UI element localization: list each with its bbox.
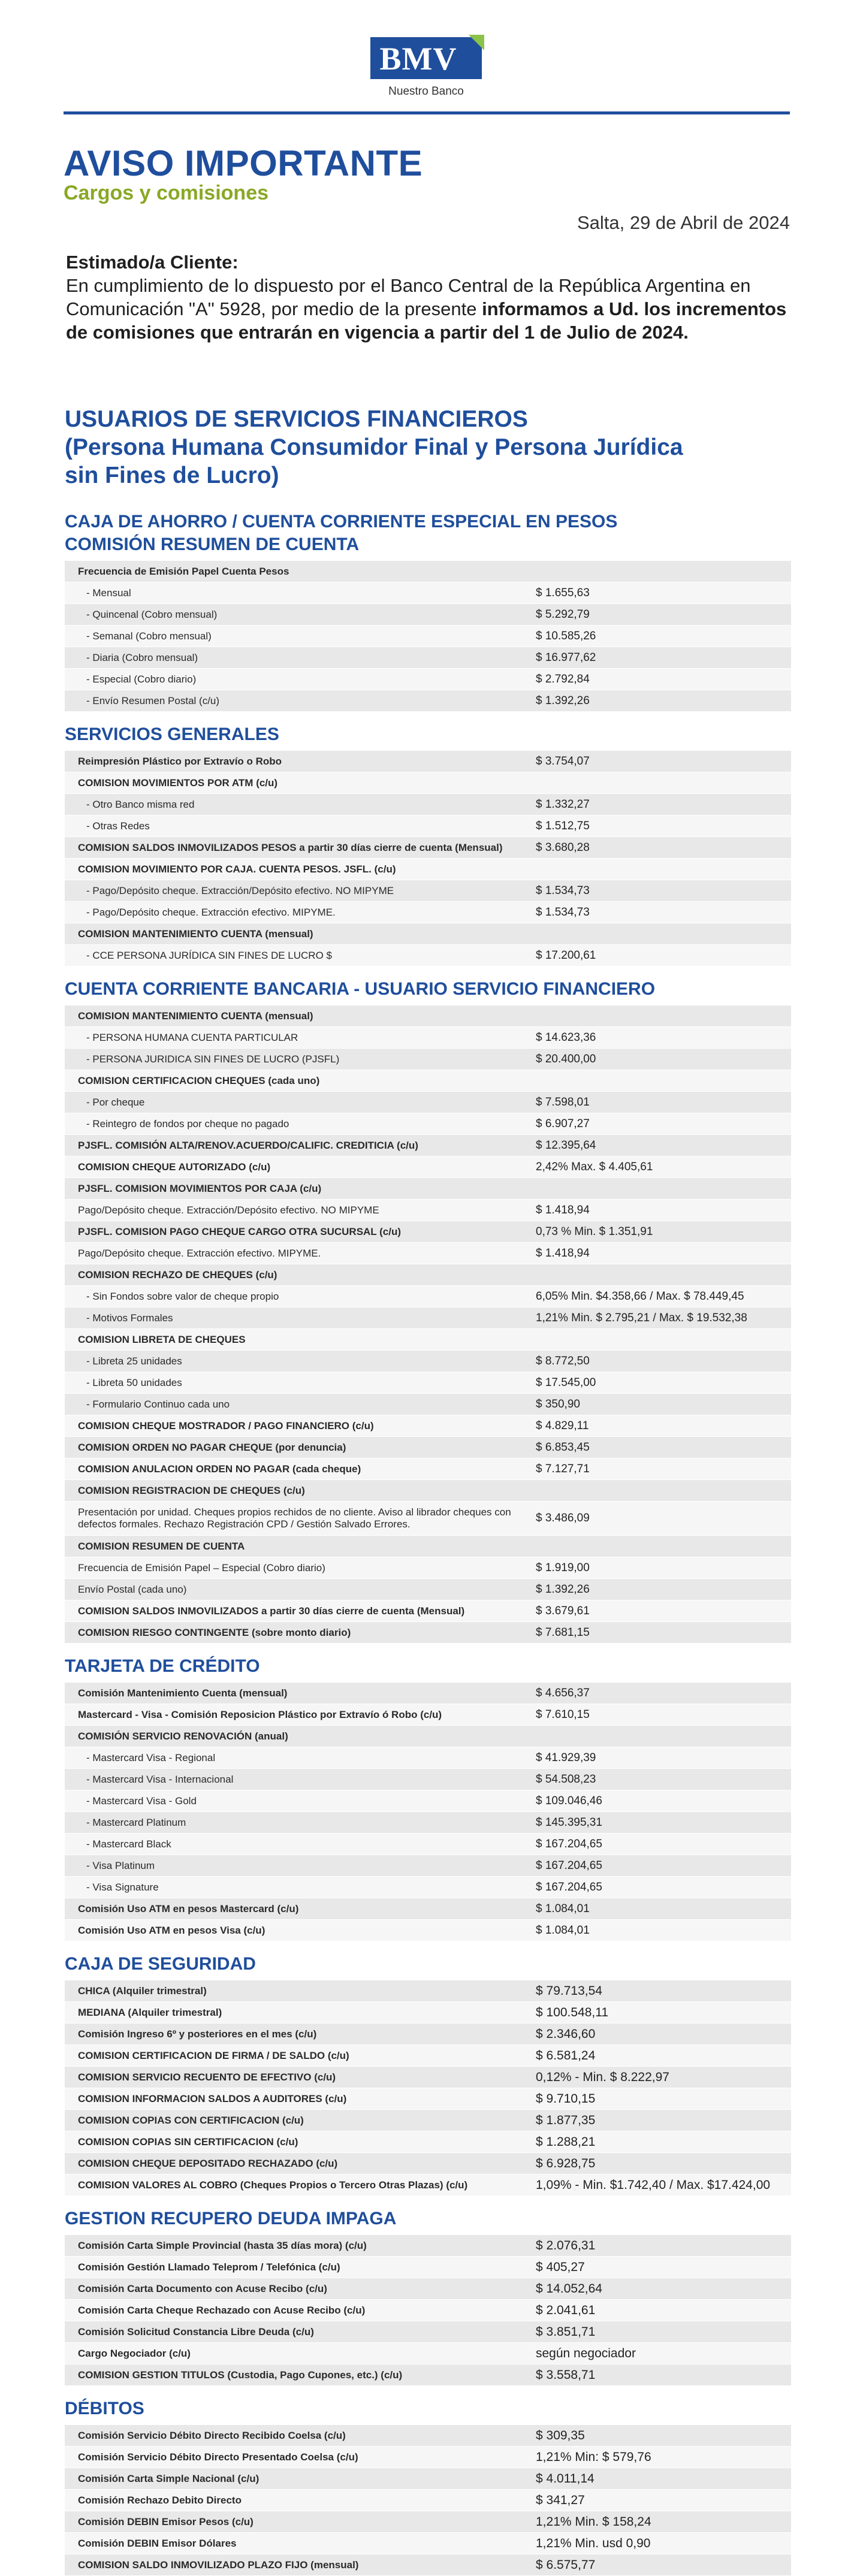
fee-value: $ 17.545,00: [536, 1376, 596, 1389]
fee-label: Comisión Uso ATM en pesos Mastercard (c/u): [78, 1902, 299, 1914]
fee-label: COMISION MANTENIMIENTO CUENTA (mensual): [78, 928, 313, 940]
fee-label: Presentación por unidad. Cheques propios rechidos de no cliente. Aviso al librador cheques con defectos formales. Rechazo Registración CPD / Gestión Salvado Errores.: [78, 1506, 511, 1530]
fee-row: [65, 669, 791, 690]
fee-row: [65, 880, 791, 901]
fee-value: $ 2.041,61: [536, 2303, 596, 2317]
fee-value: $ 4.011,14: [536, 2471, 595, 2486]
fee-value: $ 1.288,21: [536, 2134, 596, 2149]
fee-value: $ 1.332,27: [536, 798, 590, 811]
fee-row: [65, 2024, 791, 2045]
fee-value: $ 1.919,00: [536, 1561, 590, 1574]
fee-row: [65, 751, 791, 772]
fee-row: [65, 2533, 791, 2554]
fee-row: [65, 1726, 791, 1747]
fee-value: $ 405,27: [536, 2260, 585, 2274]
page-subtitle: Cargos y comisiones: [64, 182, 269, 204]
fee-label: Comisión DEBIN Emisor Dólares: [78, 2537, 237, 2549]
section-title: [65, 723, 791, 746]
fee-row: [65, 2045, 791, 2066]
fee-label: - Mensual: [86, 587, 131, 599]
heading-line-1: USUARIOS DE SERVICIOS FINANCIEROS: [65, 406, 528, 432]
fee-label: - Pago/Depósito cheque. Extracción efectivo. MIPYME.: [86, 906, 336, 918]
fee-value: $ 17.200,61: [536, 949, 596, 962]
fee-value: $ 16.977,62: [536, 651, 596, 664]
fee-label: Comisión Solicitud Constancia Libre Deuda (c/u): [78, 2326, 314, 2338]
fee-row: [65, 1156, 791, 1177]
fee-label: Comisión Carta Cheque Rechazado con Acuse Recibo (c/u): [78, 2304, 366, 2316]
fee-label: COMISION RESUMEN DE CUENTA: [78, 1540, 245, 1552]
fee-value: $ 167.204,65: [536, 1859, 602, 1872]
fee-row: [65, 923, 791, 944]
fee-value: $ 109.046,46: [536, 1794, 602, 1807]
fee-row: [65, 2131, 791, 2152]
greeting-paragraph: [66, 250, 791, 344]
fee-label: CHICA (Alquiler trimestral): [78, 1985, 207, 1997]
fee-row: [65, 1920, 791, 1941]
fee-row: [65, 1480, 791, 1501]
page-title: AVISO IMPORTANTE: [64, 143, 423, 183]
fee-value: $ 7.127,71: [536, 1462, 590, 1475]
fee-value: [530, 781, 791, 785]
fee-label: - Mastercard Visa - Regional: [86, 1751, 216, 1763]
fee-label: - Mastercard Black: [86, 1838, 171, 1850]
fee-row: [65, 1812, 791, 1833]
fee-value: $ 1.534,73: [536, 905, 590, 919]
fee-row: [65, 2153, 791, 2174]
fee-value: $ 1.084,01: [536, 1902, 590, 1915]
section-title: [65, 1655, 791, 1678]
fee-label: Comisión Servicio Débito Directo Recibido Coelsa (c/u): [78, 2429, 346, 2441]
fee-row: [65, 772, 791, 793]
fee-row: [65, 1329, 791, 1350]
fee-label: Comisión Carta Simple Provincial (hasta 35 días mora) (c/u): [78, 2239, 367, 2251]
fee-value: $ 100.548,11: [536, 2005, 609, 2019]
fee-value: $ 2.346,60: [536, 2027, 596, 2041]
fee-label: - Sin Fondos sobre valor de cheque propio: [86, 1290, 279, 1302]
fee-label: Frecuencia de Emisión Papel Cuenta Pesos: [78, 565, 289, 577]
fee-value: [530, 1079, 791, 1083]
fee-label: - Mastercard Visa - Internacional: [86, 1773, 234, 1785]
fee-row: [65, 1351, 791, 1372]
fee-label: - Mastercard Visa - Gold: [86, 1795, 197, 1807]
fee-value: $ 1.655,63: [536, 586, 590, 599]
fee-label: COMISION LIBRETA DE CHEQUES: [78, 1333, 246, 1345]
fee-label: - Semanal (Cobro mensual): [86, 630, 212, 642]
fee-label: COMISION MANTENIMIENTO CUENTA (mensual): [78, 1010, 313, 1022]
fee-label: - PERSONA HUMANA CUENTA PARTICULAR: [86, 1031, 298, 1043]
fee-value: $ 6.853,45: [536, 1440, 590, 1454]
fee-value: $ 3.486,09: [536, 1512, 590, 1524]
fee-label: - Por cheque: [86, 1096, 145, 1108]
fee-value: 2,42% Max. $ 4.405,61: [536, 1160, 653, 1173]
fee-table: [65, 1005, 791, 1643]
section-title: [65, 2397, 791, 2420]
fee-value: $ 6.581,24: [536, 2048, 596, 2062]
logo-text: BMV: [379, 41, 457, 77]
fee-label: PJSFL. COMISION MOVIMIENTOS POR CAJA (c/u): [78, 1182, 322, 1194]
fee-label: COMISION CHEQUE MOSTRADOR / PAGO FINANCIERO (c/u): [78, 1420, 374, 1432]
fee-sections: [65, 511, 791, 2576]
fee-value: $ 3.558,71: [536, 2367, 596, 2382]
salutation: Estimado/a Cliente:: [66, 252, 239, 273]
section-title-line: CUENTA CORRIENTE BANCARIA - USUARIO SERVICIO FINANCIERO: [65, 979, 656, 999]
fee-value: $ 1.877,35: [536, 2113, 596, 2127]
fee-row: [65, 2468, 791, 2489]
fee-row: [65, 1092, 791, 1113]
fee-value: $ 41.929,39: [536, 1751, 596, 1764]
fee-row: [65, 1200, 791, 1221]
fee-label: COMISION MOVIMIENTO POR CAJA. CUENTA PESOS. JSFL. (c/u): [78, 863, 396, 875]
fee-row: [65, 2300, 791, 2321]
fee-value: $ 309,35: [536, 2428, 585, 2442]
fee-row: [65, 1372, 791, 1393]
fee-row: [65, 1747, 791, 1768]
fee-value: $ 167.204,65: [536, 1837, 602, 1850]
fee-label: Comisión Gestión Llamado Teleprom / Telefónica (c/u): [78, 2261, 340, 2273]
fee-row: [65, 1135, 791, 1156]
fee-table: [65, 1980, 791, 2196]
fee-label: COMISION RIESGO CONTINGENTE (sobre monto diario): [78, 1626, 351, 1638]
fee-row: [65, 1243, 791, 1264]
fee-label: Comisión DEBIN Emisor Pesos (c/u): [78, 2515, 254, 2527]
fee-value: [530, 1545, 791, 1548]
fee-value: $ 1.512,75: [536, 819, 590, 832]
fee-label: - Envío Resumen Postal (c/u): [86, 694, 220, 706]
fee-value: $ 1.392,26: [536, 694, 590, 707]
fee-label: COMISION RECHAZO DE CHEQUES (c/u): [78, 1269, 277, 1281]
fee-row: [65, 1683, 791, 1704]
fee-label: COMISION CERTIFICACION DE FIRMA / DE SALDO (c/u): [78, 2049, 349, 2061]
fee-table: [65, 2235, 791, 2385]
fee-label: - Visa Signature: [86, 1881, 159, 1893]
section-title: [65, 978, 791, 1001]
logo-subtitle: Nuestro Banco: [388, 85, 464, 98]
fee-row: [65, 1394, 791, 1415]
fee-value: $ 79.713,54: [536, 1983, 602, 1998]
fee-value: $ 167.204,65: [536, 1880, 602, 1894]
fee-value: $ 2.076,31: [536, 2238, 596, 2252]
fee-value: $ 7.598,01: [536, 1095, 590, 1109]
fee-row: [65, 1221, 791, 1242]
section-title-line: GESTION RECUPERO DEUDA IMPAGA: [65, 2209, 397, 2228]
fee-row: [65, 582, 791, 603]
fee-row: [65, 2425, 791, 2446]
fee-row: [65, 1790, 791, 1811]
fee-row: [65, 1458, 791, 1479]
fee-row: [65, 902, 791, 923]
fee-value: $ 14.052,64: [536, 2281, 602, 2296]
financial-users-heading: [65, 405, 784, 490]
fee-label: - Otras Redes: [86, 820, 150, 832]
fee-label: COMISION SALDO INMOVILIZADO PLAZO FIJO (mensual): [78, 2559, 359, 2571]
fee-value: 1,21% Min: $ 579,76: [536, 2450, 651, 2464]
fee-row: [65, 1579, 791, 1600]
fee-row: [65, 945, 791, 966]
fee-label: COMISION ORDEN NO PAGAR CHEQUE (por denuncia): [78, 1441, 346, 1453]
fee-value: [530, 1735, 791, 1738]
fee-value: $ 9.710,15: [536, 2091, 596, 2106]
section-title-line: SERVICIOS GENERALES: [65, 724, 279, 744]
fee-label: MEDIANA (Alquiler trimestral): [78, 2006, 222, 2018]
fee-value: $ 3.754,07: [536, 754, 590, 768]
fee-label: - Libreta 50 unidades: [86, 1376, 182, 1388]
bank-logo: [370, 37, 482, 79]
fee-value: [530, 932, 791, 936]
fee-value: $ 8.772,50: [536, 1354, 590, 1367]
fee-label: Comisión Carta Simple Nacional (c/u): [78, 2472, 259, 2484]
fee-label: - Pago/Depósito cheque. Extracción/Depósito efectivo. NO MIPYME: [86, 884, 394, 896]
fee-label: Comisión Mantenimiento Cuenta (mensual): [78, 1687, 288, 1699]
fee-label: PJSFL. COMISION PAGO CHEQUE CARGO OTRA SUCURSAL (c/u): [78, 1225, 401, 1237]
fee-row: [65, 1005, 791, 1026]
fee-table: [65, 561, 791, 711]
fee-value: $ 4.656,37: [536, 1686, 590, 1699]
fee-value: $ 1.084,01: [536, 1923, 590, 1937]
fee-row: [65, 2490, 791, 2511]
fee-label: - Formulario Continuo cada uno: [86, 1398, 230, 1410]
fee-value: $ 3.851,71: [536, 2324, 596, 2339]
fee-row: [65, 626, 791, 647]
fee-row: [65, 1027, 791, 1048]
fee-value: [530, 1489, 791, 1493]
fee-label: Comisión Uso ATM en pesos Visa (c/u): [78, 1924, 265, 1936]
fee-value: $ 3.680,28: [536, 841, 590, 854]
fee-value: 1,21% Min. $ 158,24: [536, 2514, 651, 2529]
fee-value: $ 20.400,00: [536, 1052, 596, 1065]
fee-value: 1,21% Min. $ 2.795,21 / Max. $ 19.532,38: [536, 1311, 747, 1324]
fee-row: [65, 2511, 791, 2532]
fee-row: [65, 2447, 791, 2468]
fee-row: [65, 2002, 791, 2023]
fee-row: [65, 690, 791, 711]
fee-row: [65, 837, 791, 858]
fee-table: [65, 2425, 791, 2575]
fee-value: $ 7.681,15: [536, 1626, 590, 1639]
fee-label: COMISION CHEQUE DEPOSITADO RECHAZADO (c/u): [78, 2157, 338, 2169]
fee-label: COMISION MOVIMIENTOS POR ATM (c/u): [78, 777, 278, 789]
fee-value: $ 6.575,77: [536, 2557, 596, 2572]
fee-row: [65, 1049, 791, 1070]
section-title-line: TARJETA DE CRÉDITO: [65, 1656, 260, 1676]
fee-row: [65, 1536, 791, 1557]
fee-label: Frecuencia de Emisión Papel – Especial (Cobro diario): [78, 1562, 325, 1574]
fee-label: Comisión Rechazo Debito Directo: [78, 2494, 242, 2506]
fee-value: $ 4.829,11: [536, 1419, 589, 1432]
fee-row: [65, 2364, 791, 2385]
fee-row: [65, 1769, 791, 1790]
fee-row: [65, 2235, 791, 2256]
fee-value: $ 12.395,64: [536, 1138, 596, 1152]
fee-value: $ 341,27: [536, 2493, 585, 2507]
fee-row: [65, 1286, 791, 1307]
fee-value: 1,09% - Min. $1.742,40 / Max. $17.424,00: [536, 2178, 771, 2192]
fee-row: [65, 1178, 791, 1199]
section-title: [65, 1953, 791, 1976]
fee-label: COMISION VALORES AL COBRO (Cheques Propios o Tercero Otras Plazas) (c/u): [78, 2179, 468, 2191]
fee-label: Pago/Depósito cheque. Extracción/Depósito efectivo. NO MIPYME: [78, 1204, 379, 1216]
fee-value: [530, 1187, 791, 1191]
fee-label: COMISION COPIAS SIN CERTIFICACION (c/u): [78, 2136, 298, 2148]
fee-row: [65, 2343, 791, 2364]
fee-value: $ 1.534,73: [536, 884, 590, 897]
fee-label: Pago/Depósito cheque. Extracción efectivo. MIPYME.: [78, 1247, 321, 1259]
fee-label: COMISIÓN SERVICIO RENOVACIÓN (anual): [78, 1730, 288, 1742]
fee-value: $ 54.508,23: [536, 1772, 596, 1786]
fee-value: $ 7.610,15: [536, 1708, 590, 1721]
fee-row: [65, 2110, 791, 2131]
fee-value: $ 3.679,61: [536, 1604, 590, 1617]
fee-row: [65, 1834, 791, 1855]
fee-value: [530, 1014, 791, 1018]
fee-label: - Visa Platinum: [86, 1859, 155, 1871]
fee-row: [65, 2175, 791, 2196]
fee-label: COMISION SALDOS INMOVILIZADOS a partir 30 días cierre de cuenta (Mensual): [78, 1605, 465, 1617]
fee-row: [65, 2257, 791, 2278]
logo-accent-corner: [469, 35, 484, 50]
header-divider: [64, 111, 790, 114]
fee-label: Envío Postal (cada uno): [78, 1583, 187, 1595]
fee-value: según negociador: [536, 2346, 636, 2360]
fee-row: [65, 1855, 791, 1876]
fee-label: Reimpresión Plástico por Extravío o Robo: [78, 755, 282, 767]
fee-value: [530, 1338, 791, 1342]
heading-line-2: (Persona Humana Consumidor Final y Persona Jurídica: [65, 434, 683, 460]
fee-row: [65, 2321, 791, 2342]
fee-label: COMISION GESTION TITULOS (Custodia, Pago Cupones, etc.) (c/u): [78, 2369, 403, 2381]
fee-row: [65, 1502, 791, 1535]
fee-value: $ 350,90: [536, 1397, 580, 1411]
fee-value: $ 145.395,31: [536, 1816, 602, 1829]
section-title-line: CAJA DE SEGURIDAD: [65, 1954, 256, 1974]
fee-label: COMISION REGISTRACION DE CHEQUES (c/u): [78, 1484, 305, 1496]
fee-row: [65, 1307, 791, 1328]
fee-row: [65, 1264, 791, 1285]
section-title: [65, 511, 791, 556]
fee-row: [65, 1600, 791, 1621]
fee-value: $ 2.792,84: [536, 672, 590, 685]
section-title: [65, 2207, 791, 2230]
fee-row: [65, 561, 791, 582]
fee-value: [530, 868, 791, 871]
fee-label: - Reintegro de fondos por cheque no pagado: [86, 1118, 289, 1130]
fee-row: [65, 1070, 791, 1091]
fee-label: Cargo Negociador (c/u): [78, 2347, 191, 2359]
fee-label: Mastercard - Visa - Comisión Reposicion Plástico por Extravío ó Robo (c/u): [78, 1708, 442, 1720]
fee-row: [65, 1877, 791, 1898]
fee-value: $ 1.418,94: [536, 1246, 590, 1260]
fee-row: [65, 859, 791, 880]
fee-row: [65, 1898, 791, 1919]
fee-label: COMISION COPIAS CON CERTIFICACION (c/u): [78, 2114, 304, 2126]
fee-value: 6,05% Min. $4.358,66 / Max. $ 78.449,45: [536, 1289, 744, 1303]
fee-table: [65, 1683, 791, 1941]
fee-label: PJSFL. COMISIÓN ALTA/RENOV.ACUERDO/CALIFIC. CREDITICIA (c/u): [78, 1139, 418, 1151]
fee-label: - Mastercard Platinum: [86, 1816, 186, 1828]
fee-row: [65, 1622, 791, 1643]
fee-value: $ 1.418,94: [536, 1203, 590, 1216]
fee-row: [65, 1557, 791, 1578]
fee-value: 1,21% Min. usd 0,90: [536, 2536, 651, 2550]
fee-label: COMISION CERTIFICACION CHEQUES (cada uno): [78, 1074, 320, 1086]
fee-label: - Especial (Cobro diario): [86, 673, 197, 685]
fee-value: [530, 1273, 791, 1277]
fee-value: $ 6.907,27: [536, 1117, 590, 1130]
fee-label: - Diaria (Cobro mensual): [86, 651, 198, 663]
fee-label: - Libreta 25 unidades: [86, 1355, 182, 1367]
section-title-line: COMISIÓN RESUMEN DE CUENTA: [65, 534, 360, 554]
fee-row: [65, 647, 791, 668]
fee-value: $ 5.292,79: [536, 608, 590, 621]
fee-row: [65, 2554, 791, 2575]
fee-label: Comisión Ingreso 6º y posteriores en el mes (c/u): [78, 2028, 317, 2040]
notice-date: Salta, 29 de Abril de 2024: [577, 212, 790, 233]
fee-value: 0,12% - Min. $ 8.222,97: [536, 2070, 669, 2084]
section-title-line: DÉBITOS: [65, 2399, 144, 2418]
header: [0, 0, 851, 120]
fee-label: Comisión Carta Documento con Acuse Recibo (c/u): [78, 2282, 327, 2294]
fee-row: [65, 2088, 791, 2109]
fee-value: $ 14.623,36: [536, 1031, 596, 1044]
fee-label: - Quincenal (Cobro mensual): [86, 608, 218, 620]
fee-row: [65, 2067, 791, 2088]
section-title-line: CAJA DE AHORRO / CUENTA CORRIENTE ESPECIAL EN PESOS: [65, 512, 618, 531]
fee-row: [65, 604, 791, 625]
fee-label: COMISION INFORMACION SALDOS A AUDITORES (c/u): [78, 2092, 347, 2104]
heading-line-3: sin Fines de Lucro): [65, 463, 279, 488]
fee-label: COMISION ANULACION ORDEN NO PAGAR (cada cheque): [78, 1463, 361, 1475]
fee-row: [65, 816, 791, 836]
fee-row: [65, 794, 791, 815]
greeting-body: En cumplimiento de lo dispuesto por el Banco Central de la República Argentina en Comunicación "A" 5928, por medio de la presente: [66, 275, 751, 319]
fee-label: COMISION CHEQUE AUTORIZADO (c/u): [78, 1161, 271, 1173]
fee-row: [65, 1980, 791, 2001]
fee-value: $ 1.392,26: [536, 1583, 590, 1596]
fee-label: - Otro Banco misma red: [86, 798, 195, 810]
fee-table: [65, 751, 791, 966]
fee-label: COMISION SERVICIO RECUENTO DE EFECTIVO (c/u): [78, 2071, 336, 2083]
fee-row: [65, 1113, 791, 1134]
fee-label: - Motivos Formales: [86, 1312, 173, 1324]
fee-label: - CCE PERSONA JURÍDICA SIN FINES DE LUCRO $: [86, 949, 332, 961]
fee-row: [65, 1415, 791, 1436]
fee-label: Comisión Servicio Débito Directo Presentado Coelsa (c/u): [78, 2451, 358, 2463]
fee-label: COMISION SALDOS INMOVILIZADOS PESOS a partir 30 días cierre de cuenta (Mensual): [78, 841, 503, 853]
fee-row: [65, 2278, 791, 2299]
fee-row: [65, 1437, 791, 1458]
fee-label: - PERSONA JURIDICA SIN FINES DE LUCRO (PJSFL): [86, 1053, 340, 1065]
greeting-body-bold: informamos a Ud. los incrementos de comisiones que entrarán en vigencia a partir del 1 de Julio de 2024.: [66, 298, 787, 343]
fee-value: $ 10.585,26: [536, 629, 596, 642]
fee-row: [65, 1704, 791, 1725]
fee-value: $ 6.928,75: [536, 2156, 596, 2170]
fee-value: [530, 570, 791, 573]
fee-value: 0,73 % Min. $ 1.351,91: [536, 1225, 653, 1238]
